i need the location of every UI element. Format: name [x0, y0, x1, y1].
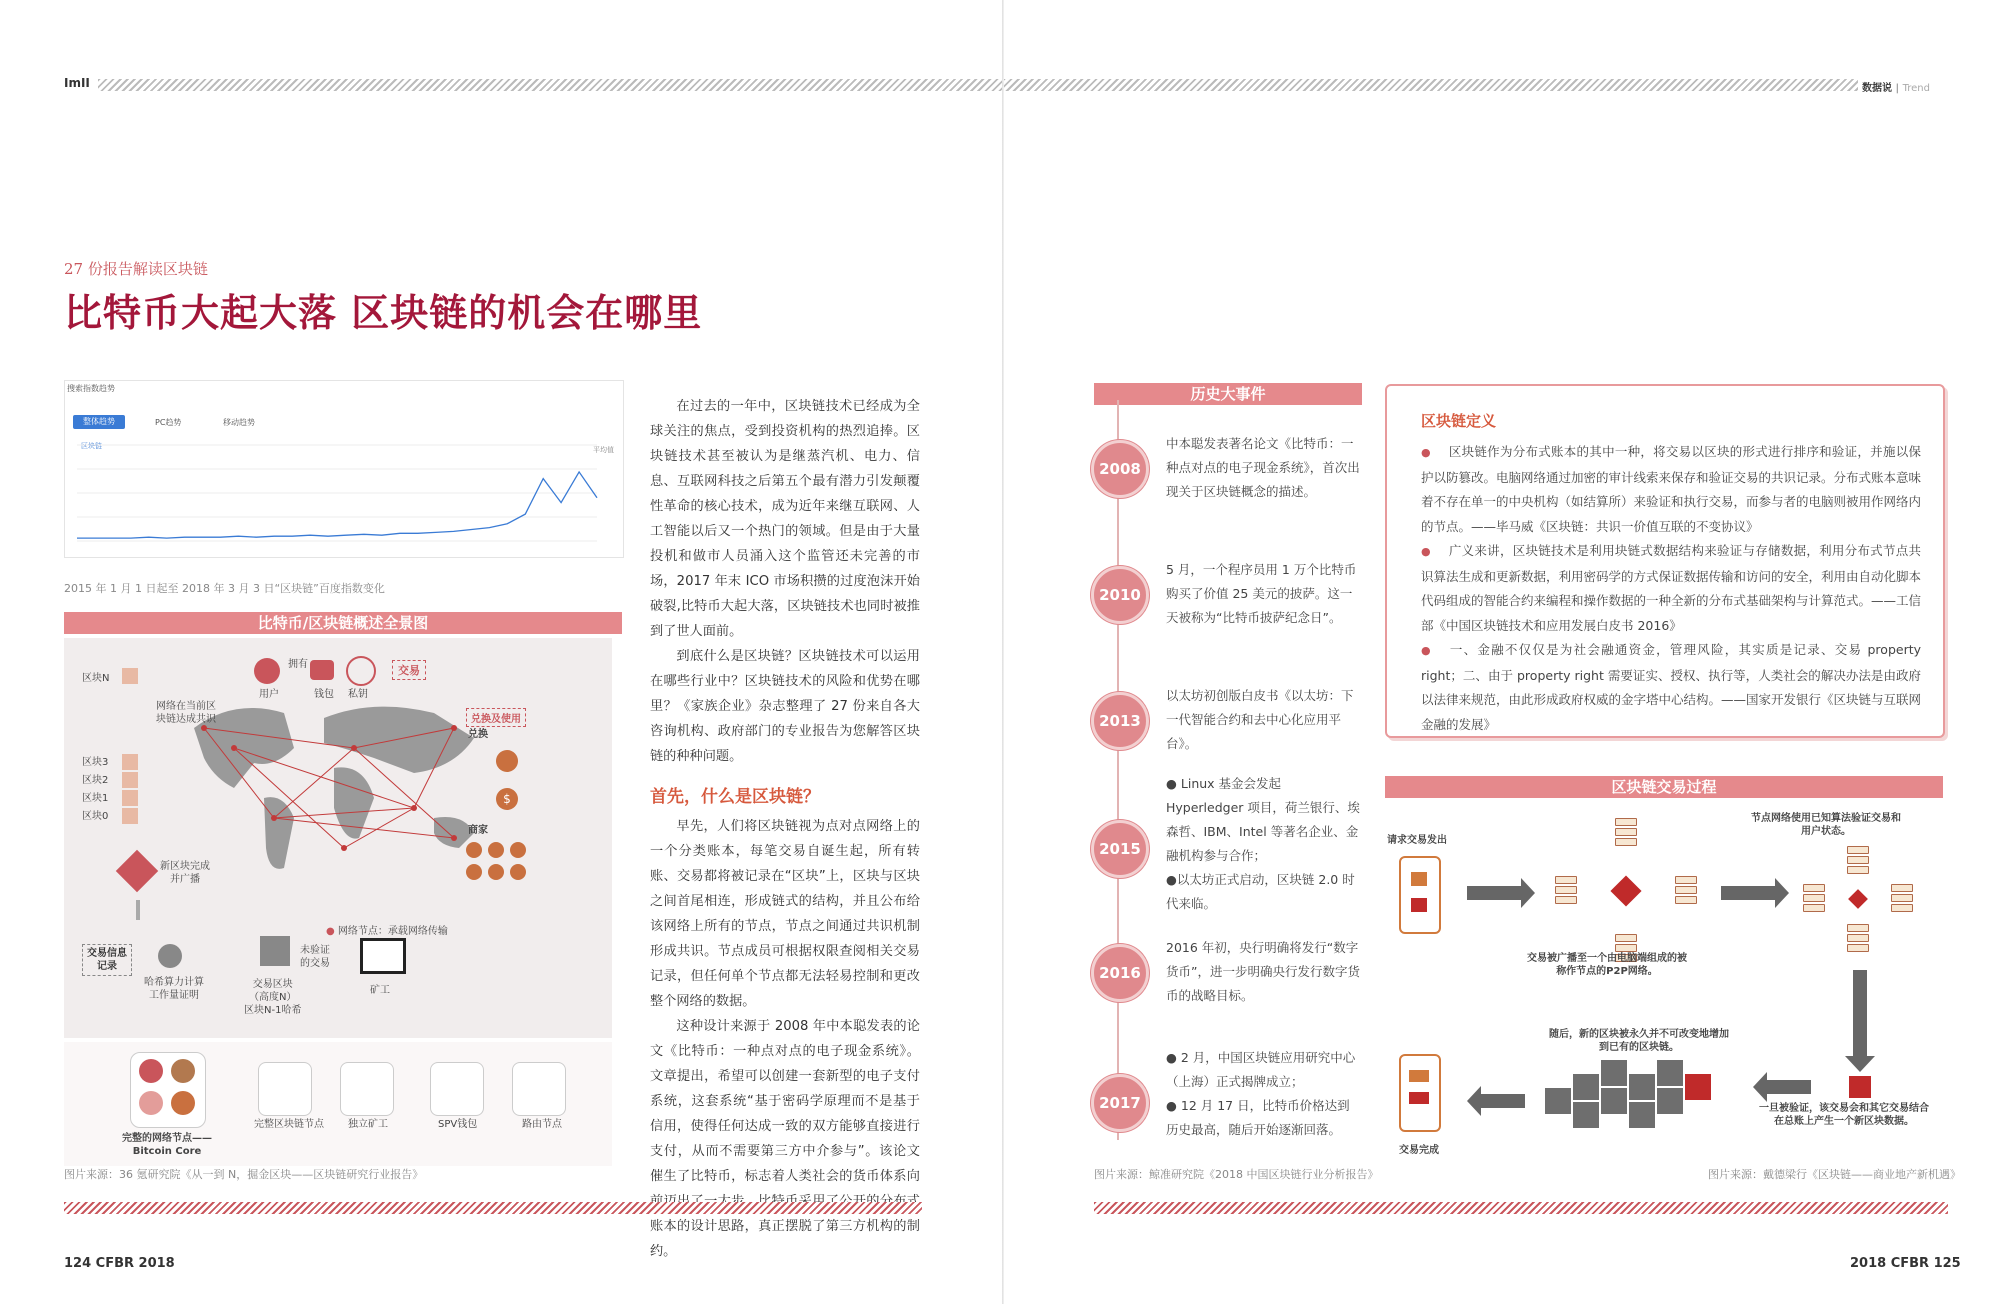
label-wallet: 钱包: [314, 689, 334, 700]
user-icon: [254, 658, 280, 684]
definition-list: [1421, 440, 1921, 737]
complete-phone-icon: [1399, 1054, 1441, 1132]
arrow-right-2: [1721, 886, 1777, 900]
baidu-index-chart: [64, 380, 624, 558]
label-privkey: 私钥: [348, 689, 368, 700]
label-full-block-node: 完整区块链节点: [254, 1119, 324, 1130]
timeline-node-2010: 2010: [1091, 566, 1149, 624]
body-paragraph-4: 这种设计来源于 2008 年中本聪发表的论文《比特币：一种点对点的电子现金系统》。文章提出，希望可以创建一套新型的电子支付系统，这套系统“基于密码学原理而不是基于信用，使得任何达成一致的双方能够直接进行支付，从而不需要第三方中介参与”。该论文催生了比特币，标志着人类社会的货币体系向 账本的设计思路，真正摆脱了第三方机构的制约。: [650, 1019, 920, 1259]
label-user: 用户: [259, 689, 279, 700]
bullet-icon: ●: [1421, 644, 1432, 657]
solo-miner-card: [340, 1062, 394, 1116]
arrow-right-1: [1467, 886, 1523, 900]
body-paragraph-2: 到底什么是区块链？区块链技术可以运用在哪些行业中？区块链技术的风险和优势在哪里？《家族企业》杂志整理了 27 份来自各大咨询机构、政府部门的专业报告为您解答区块链的种种问题。: [650, 649, 920, 764]
label-newblock: 新区块完成 并广播: [160, 861, 210, 885]
infographic-panel: [64, 638, 612, 1038]
timeline-text-2008: 中本聪发表著名论文《比特币：一种点对点的电子现金系统》，首次出现关于区块链概念的描述。: [1166, 436, 1360, 499]
new-block-icon: [116, 850, 158, 892]
body-paragraph-3: 早先，人们将区块链视为点对点网络上的一个分类账本，每笔交易自诞生起，所有转账、交易都将被记录在“区块”上，区块与区块之间首尾相连，形成链式的结构，并且公布给该网络上所有的节点，节点之间通过共识机制形成共识。节点成员可根据权限查阅相关交易记录，但任何单个节点都无法轻易控制和更改整个网络的数据。: [650, 819, 920, 1009]
arrow-head-down: [1845, 1056, 1875, 1072]
body-column: [650, 394, 920, 1264]
definition-item-2: ● 广义来讲，区块链技术是利用块链式数据结构来验证与存储数据，利用分布式节点共识算法生成和更新数据，利用密码学的方式保证数据传输和访问的安全，利用由自动化脚本代码组成的智能合约来编程和操作数据的一种全新的分布式基础架构与计算范式。——工信部《中国区块链技术和应用发展白皮书 2016》: [1421, 543, 1922, 633]
bottom-rule-right: [1094, 1202, 1948, 1214]
chart-avg-label: 平均值: [593, 446, 614, 454]
label-step4: 一旦被验证，该交易会和其它交易结合 在总账上产生一个新区块数据。: [1759, 1103, 1929, 1127]
body-paragraph-1: 在过去的一年中，区块链技术已经成为全球关注的焦点，受到投资机构的热烈追捧。区块链技术甚至被认为是继蒸汽机、电力、信息、互联网科技之后第五个最有潜力引发颠覆性革命的核心技术，成为近年来继互联网、人工智能以后又一个热门的领域。但是由于大量投机和做市人员涌入这个监管还未完善的市场，2017 年末 ICO 市场积攒的过度泡沫开始破裂,比特币大起大落，区块链技术也同时被推到了世人面前。: [650, 399, 920, 639]
label-unverified: 未验证 的交易: [300, 945, 330, 969]
timeline-line: [1117, 400, 1119, 1140]
label-step1: 请求交易发出: [1387, 835, 1447, 846]
exchange-tag: 兑换及使用: [466, 708, 526, 727]
chart-tab-pc[interactable]: PC趋势: [155, 418, 182, 427]
node-cards: [64, 1042, 612, 1166]
block-stack: [122, 668, 140, 818]
infographic-banner: 比特币/区块链概述全景图: [64, 612, 622, 634]
timeline-text-2015: ● Linux 基金会发起 Hyperledger 项目，荷兰银行、埃森哲、IBM、Intel 等著名企业、金融机构参与合作； ●以太坊正式启动，区块链 2.0 时代来临。: [1166, 776, 1360, 911]
blockchain-cubes: [1545, 1048, 1725, 1138]
p2p-network: [1551, 816, 1701, 966]
node-note: ● 网络节点：承载网络传输: [326, 926, 448, 937]
label-miner: 矿工: [370, 985, 390, 996]
merchant-icons: [466, 842, 538, 882]
bottom-rule-left: [64, 1202, 922, 1214]
label-consensus: 网络在当前区 块链达成共识: [156, 701, 216, 725]
timeline-node-2008: 2008: [1091, 440, 1149, 498]
article-kicker: 27 份报告解读区块链: [64, 260, 208, 278]
timeline-node-2015: 2015: [1091, 820, 1149, 878]
infographic-caption: 图片来源：36 氪研究院《从一到 N，掘金区块——区块链研究行业报告》: [64, 1168, 424, 1181]
label-solo-miner: 独立矿工: [348, 1119, 388, 1130]
label-hash: 哈希算力计算 工作量证明: [144, 977, 204, 1001]
label-step3: 节点网络使用已知算法验证交易和 用户状态。: [1751, 813, 1901, 837]
label-step6: 交易完成: [1399, 1145, 1439, 1156]
label-exchange: 兑换: [468, 729, 488, 740]
request-phone-icon: [1399, 856, 1441, 934]
up-arrow: [136, 900, 140, 920]
bullet-icon: ●: [1421, 545, 1431, 558]
key-icon: [346, 656, 376, 686]
wallet-icon: [310, 660, 334, 680]
label-full-node: 完整的网络节点—— Bitcoin Core: [122, 1133, 212, 1157]
arrow-left-2: [1481, 1094, 1525, 1108]
definition-box: [1385, 384, 1945, 738]
full-node-card: [130, 1052, 206, 1128]
page-number-left: 124 CFBR 2018: [64, 1256, 175, 1271]
chart-series-label: 区块链: [81, 442, 102, 450]
miner-monitor-icon: [360, 938, 406, 974]
txinfo-box: 交易信息 记录: [82, 944, 132, 976]
chart-plot: [65, 439, 623, 551]
spv-card: [430, 1062, 484, 1116]
dollar-icon: $: [496, 788, 518, 810]
timeline-caption: 图片来源：鲸准研究院《2018 中国区块链行业分析报告》: [1094, 1168, 1379, 1181]
arrow-head-1: [1521, 878, 1535, 908]
timeline-node-2017: 2017: [1091, 1074, 1149, 1132]
process-banner: 区块链交易过程: [1385, 776, 1943, 798]
label-merchant: 商家: [468, 825, 488, 836]
section-label: 数据说 | Trend: [1862, 83, 1930, 94]
arrow-head-left-2: [1467, 1086, 1481, 1116]
definition-item-1: ● 区块链作为分布式账本的其中一种，将交易以区块的形式进行排序和验证，并施以保护以防篡改。电脑网络通过加密的审计线索来保存和验证交易的共识记录。分布式账本意味着不存在单一的中央机构（如结算所）来验证和执行交易，而参与者的电脑则被用作网络内的节点。——毕马威《区块链：共识一价值互联的不变协议》: [1421, 444, 1922, 534]
verified-network: [1799, 846, 1919, 956]
arrow-head-2: [1775, 878, 1789, 908]
coin-icon: [496, 750, 518, 772]
label-block0: 区块0: [82, 811, 109, 822]
timeline-node-2013: 2013: [1091, 692, 1149, 750]
definition-item-3: ● 一、金融不仅仅是为社会融通资金，管理风险，其实质是记录、交易 property right；二、由于 property right 需要证实、授权、执行等，人类社会的解决办法是由政府以法律来规范，由此形成政府权威的金字塔中心结构。——国家开发银行《区块链与互联网金融的发展》: [1421, 642, 1922, 732]
timeline-text-2010: 5 月，一个程序员用 1 万个比特币购买了价值 25 美元的披萨。这一天被称为“比特币披萨纪念日”。: [1166, 562, 1357, 625]
label-spv: SPV钱包: [438, 1119, 478, 1130]
timeline-banner: 历史大事件: [1094, 383, 1362, 405]
timeline-text-2016: 2016 年初，央行明确将发行“数字货币”，进一步明确央行发行数字货币的战略目标。: [1166, 940, 1360, 1003]
gear-icon: [158, 944, 182, 968]
label-route: 路由节点: [522, 1119, 562, 1130]
article-title: 比特币大起大落 区块链的机会在哪里: [64, 290, 703, 335]
label-txblock: 交易区块 （高度N） 区块N-1哈希: [244, 979, 302, 1016]
timeline-node-2016: 2016: [1091, 944, 1149, 1002]
world-map: [174, 688, 494, 888]
chart-series-line: [77, 472, 597, 538]
label-step2: 交易被广播至一个由电脑端组成的被 称作节点的P2P网络。: [1527, 953, 1687, 977]
label-block1: 区块1: [82, 793, 109, 804]
process-caption: 图片来源：戴德梁行《区块链——商业地产新机遇》: [1708, 1168, 1961, 1181]
label-blockN: 区块N: [82, 673, 110, 684]
page-number-right: 2018 CFBR 125: [1850, 1256, 1961, 1271]
new-block-cube: [1849, 1076, 1871, 1098]
trade-tag: 交易: [392, 660, 426, 680]
definition-heading: 区块链定义: [1421, 412, 1497, 430]
arrow-head-left-1: [1753, 1072, 1767, 1102]
chart-caption: 2015 年 1 月 1 日起至 2018 年 3 月 3 日“区块链”百度指数变化: [64, 582, 385, 595]
label-block3: 区块3: [82, 757, 109, 768]
block-icon: [260, 936, 290, 966]
label-step5: 随后，新的区块被永久并不可改变地增加 到已有的区块链。: [1549, 1029, 1729, 1053]
timeline-text-2017: ● 2 月，中国区块链应用研究中心（上海）正式揭牌成立； ● 12 月 17 日，比特币价格达到历史最高，随后开始逐渐回落。: [1166, 1050, 1356, 1137]
header-rule: [98, 79, 1858, 91]
full-block-node-card: [258, 1062, 312, 1116]
bullet-icon: ●: [1421, 446, 1431, 459]
arrow-left-1: [1767, 1080, 1811, 1094]
route-card: [512, 1062, 566, 1116]
label-block2: 区块2: [82, 775, 109, 786]
chart-header: 搜索指数趋势: [67, 384, 115, 393]
process-diagram: [1385, 800, 1943, 1162]
timeline-text-2013: 以太坊初创版白皮书《以太坊：下一代智能合约和去中心化应用平台》。: [1166, 688, 1354, 751]
magazine-logo: ImII: [64, 76, 90, 90]
chart-tab-overall[interactable]: 整体趋势: [73, 415, 125, 429]
section-heading: 首先，什么是区块链？: [650, 787, 820, 807]
arrow-down: [1853, 970, 1867, 1058]
chart-tab-mobile[interactable]: 移动趋势: [223, 418, 255, 427]
page-fold: [1002, 0, 1004, 1304]
label-own: 拥有: [288, 659, 308, 670]
